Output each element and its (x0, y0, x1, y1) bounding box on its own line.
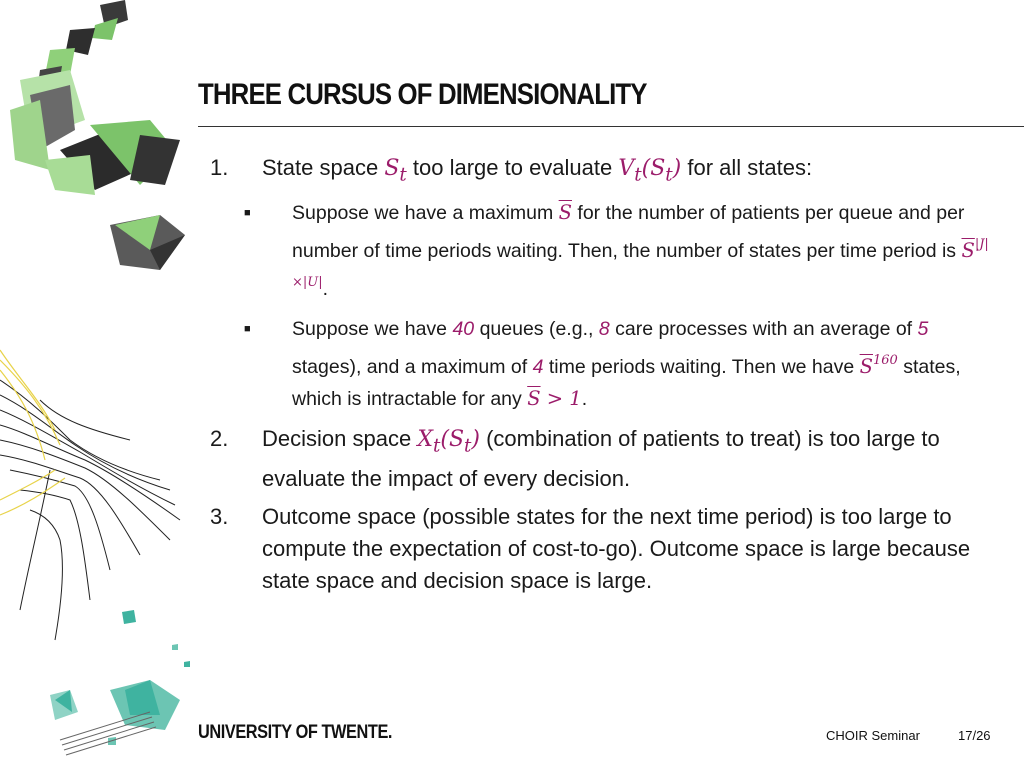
decorative-graphic (0, 0, 200, 768)
title-divider (198, 126, 1024, 127)
item-text: for all states: (681, 155, 813, 180)
subitem-max-patients: ■ Suppose we have a maximum $\overline{S}$ for the number of patients per queue and per number of time periods waiting. Then, the number of states per time period is $\overline{S}^{|J|\times|U|}$. (210, 197, 990, 305)
list-item-state-space (210, 152, 990, 191)
value-stages: 5 (917, 318, 929, 341)
line-burst (0, 380, 180, 640)
list-item-outcome-space (210, 501, 990, 597)
item-number: 3. (210, 503, 229, 529)
footer-event-name: CHOIR Seminar (826, 728, 920, 743)
item-number: 2. (210, 426, 229, 452)
subitem-example-queues: ■ Suppose we have 40 queues (e.g., 8 care processes with an average of 5 stages), and a maximum of 4 time periods waiting. Then we have $\overline{S}^{160}$ states, which is intractable for any $\overline{S} > 1$. (210, 313, 990, 415)
item-number: 1. (210, 155, 229, 180)
math-state-count: $\overline{S}^{|J|\times|U|}$ (292, 237, 989, 291)
yellow-burst (0, 350, 65, 515)
item-text: State space (262, 155, 385, 180)
item-text: too large to evaluate (406, 155, 619, 180)
polygon-cluster-top (10, 0, 185, 270)
slide-title: THREE CURSUS OF DIMENSIONALITY (198, 78, 647, 111)
list-item-decision-space: 2. Decision space $X_t(S_t)$ (combination of patients to treat) is too large to evaluate the impact of every decision. (210, 423, 990, 494)
slide-body (210, 152, 990, 603)
university-logo: UNIVERSITY OF TWENTE. (198, 722, 393, 743)
square-bullet-icon: ■ (244, 323, 251, 336)
math-decision-set: $X_t(S_t)$ (417, 427, 480, 457)
item-text: Outcome space (possible states for the next time period) is too large to compute the expectation of cost-to-go). Outcome space is large because state space and decision space is large. (262, 503, 971, 593)
math-s-bar-160: $\overline{S}^{160}$ (859, 353, 898, 379)
page-number: 17/26 (958, 728, 991, 743)
math-s-bar: $\overline{S}$ (558, 201, 572, 225)
polygon-cluster-bottom (50, 610, 190, 745)
math-value-function: $V_t(S_t)$ (618, 156, 682, 186)
math-s-bar-gt-1: $\overline{S} > 1$ (527, 387, 582, 411)
value-care-processes: 8 (598, 318, 610, 341)
square-bullet-icon: ■ (244, 207, 251, 220)
value-periods: 4 (532, 356, 544, 379)
value-queues: 40 (452, 318, 475, 341)
math-state: $S_t$ (384, 156, 407, 186)
